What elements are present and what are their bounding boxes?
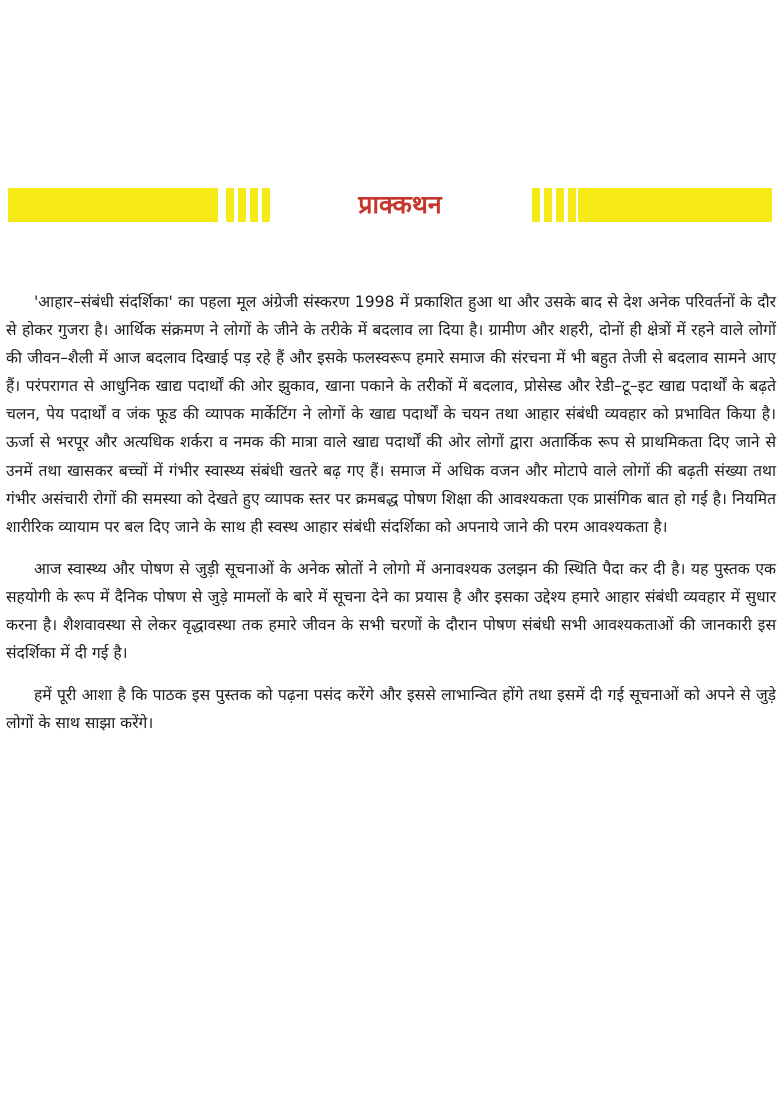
banner-stripe (238, 188, 246, 222)
body-text (6, 288, 776, 751)
paragraph: हमें पूरी आशा है कि पाठक इस पुस्तक को पढ़ना पसंद करेंगे और इससे लाभान्वित होंगे तथा इसमें दी गई सूचनाओं को अपने से जुड़े लोगों के साथ साझा करेंगे। (6, 686, 776, 733)
banner-stripe (226, 188, 234, 222)
paragraph: आज स्वास्थ्य और पोषण से जुड़ी सूचनाओं के अनेक स्रोतों ने लोगो में अनावश्यक उलझन की स्थिति पैदा कर दी है। यह पुस्तक एक सहयोगी के रूप में दैनिक पोषण से जुड़े मामलों के बारे में सूचना देने का प्रयास है और इसका उद्देश्य हमारे आहार संबंधी व्यवहार में सुधार करना है। शैशवावस्था से लेकर वृद्धावस्था तक हमारे जीवन के सभी चरणों के दौरान पोषण संबंधी सभी आवश्यकताओं की जानकारी इस संदर्शिका में दी गई है। (6, 559, 776, 663)
banner-stripe (532, 188, 540, 222)
title-banner (8, 186, 772, 226)
page-title: प्राक्कथन (358, 190, 442, 219)
banner-stripe (544, 188, 552, 222)
banner-stripe (568, 188, 576, 222)
banner-band-left (8, 188, 218, 222)
banner-stripe (250, 188, 258, 222)
banner-stripe (262, 188, 270, 222)
banner-stripe (556, 188, 564, 222)
banner-band-right (578, 188, 772, 222)
paragraph: 'आहार–संबंधी संदर्शिका' का पहला मूल अंग्रेजी संस्करण 1998 में प्रकाशित हुआ था और उसके बाद से देश अनेक परिवर्तनों के दौर से होकर गुजरा है। आर्थिक संक्रमण ने लोगों के जीने के तरीके में बदलाव ला दिया है। ग्रामीण और शहरी, दोनों ही क्षेत्रों में रहने वाले लोगों की जीवन–शैली में आज बदलाव दिखाई पड़ रहे हैं और इसके फलस्वरूप हमारे समाज की संरचना में भी बहुत तेजी से बदलाव सामने आए हैं। परंपरागत से आधुनिक खाद्य पदार्थों की ओर झुकाव, खाना पकाने के तरीकों में बदलाव, प्रोसेस्ड और रेडी–टू–इट खाद्य पदार्थों के बढ़ते चलन, पेय पदार्थों व जंक फूड की व्यापक मार्केटिंग ने लोगों के खाद्य पदार्थों के चयन तथा आहार संबंधी व्यवहार को प्रभावित किया है। ऊर्जा से भरपूर और अत्यधिक शर्करा व नमक की मात्रा वाले खाद्य पदार्थों की ओर लोगों द्वारा अतार्किक रूप से प्राथमिकता दिए जाने से उनमें तथा खासकर बच्चों में गंभीर स्वास्थ्य संबंधी खतरे बढ़ गए हैं। समाज में अधिक वजन और मोटापे वाले लोगों की बढ़ती संख्या तथा गंभीर असंचारी रोगों की समस्या को देखते हुए व्यापक स्तर पर क्रमबद्ध पोषण शिक्षा की आवश्यकता एक प्रासंगिक बात हो गई है। नियमित शारीरिक व्यायाम पर बल दिए जाने के साथ ही स्वस्थ आहार संबंधी संदर्शिका को अपनाये जाने की परम आवश्यकता है। (6, 293, 776, 536)
